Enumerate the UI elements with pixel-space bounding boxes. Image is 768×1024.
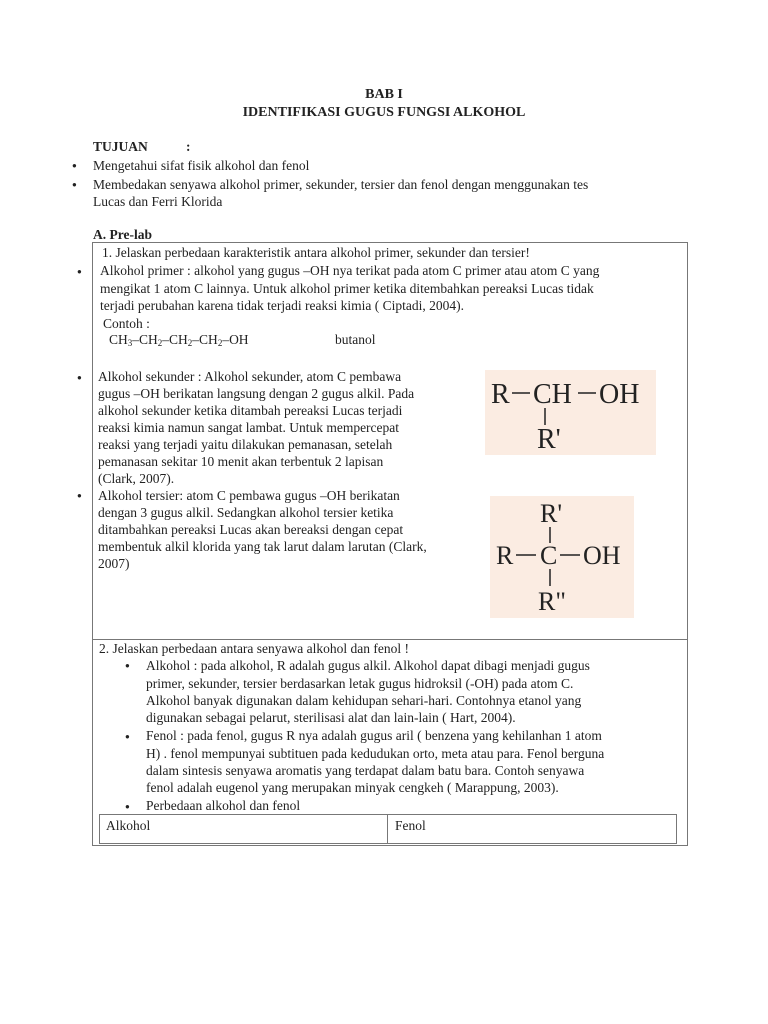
sekunder-line-2: gugus –OH berikatan langsung dengan 2 gugus alkil. Pada xyxy=(98,386,415,401)
tujuan-item-1: Mengetahui sifat fisik alkohol dan fenol xyxy=(93,158,310,173)
secondary-alcohol-structure xyxy=(485,370,656,455)
tujuan-item-2: Membedakan senyawa alkohol primer, sekunder, tersier dan fenol dengan menggunakan tes xyxy=(93,177,589,192)
tersier-line-2: dengan 3 gugus alkil. Sedangkan alkohol tersier ketika xyxy=(98,505,394,520)
c-label: C xyxy=(540,541,558,570)
page-title: IDENTIFIKASI GUGUS FUNGSI ALKOHOL xyxy=(242,105,526,120)
tujuan-colon: : xyxy=(186,139,191,154)
sekunder-line-5: reaksi yang terjadi yaitu dilakukan pemanasan, setelah xyxy=(98,437,393,452)
butanol-formula: $CH_3-CH_2-CH_2-CH_2-OH$ xyxy=(109,332,249,348)
r-prime-label: R' xyxy=(540,499,563,528)
alkohol-line-1: Alkohol : pada alkohol, R adalah gugus alkil. Alkohol dapat dibagi menjadi gugus xyxy=(146,658,590,673)
tertiary-alcohol-structure xyxy=(490,496,634,618)
tujuan-item-2-cont: Lucas dan Ferri Klorida xyxy=(93,194,223,209)
bullet-icon: ● xyxy=(125,802,130,811)
comparison-table xyxy=(99,814,677,844)
fenol-line-3: dalam sintesis senyawa aromatis yang terdapat dalam batu bara. Contoh senyawa xyxy=(146,763,585,778)
fenol-line-1: Fenol : pada fenol, gugus R nya adalah gugus aril ( benzena yang kehilanhan 1 atom xyxy=(146,728,602,743)
ch-label: CH xyxy=(533,379,572,410)
r-double-prime-label: R" xyxy=(538,587,566,616)
primer-line-3: terjadi perubahan karena tidak terjadi reaksi kimia ( Ciptadi, 2004). xyxy=(100,298,464,313)
table-header-fenol: Fenol xyxy=(395,818,426,833)
fenol-line-2: H) . fenol mempunyai subtituen pada kedudukan orto, meta atau para. Fenol berguna xyxy=(146,746,605,761)
bullet-icon: ● xyxy=(72,180,77,189)
sekunder-line-7: (Clark, 2007). xyxy=(98,471,175,486)
tujuan-label: TUJUAN xyxy=(93,139,148,154)
table-header-alkohol: Alkohol xyxy=(100,815,388,843)
tersier-line-5: 2007) xyxy=(98,556,130,571)
bullet-icon: ● xyxy=(72,161,77,170)
r-label: R xyxy=(491,379,510,410)
question-2: 2. Jelaskan perbedaan antara senyawa alkohol dan fenol ! xyxy=(99,641,409,656)
fenol-line-4: fenol adalah eugenol yang merupakan minyak cengkeh ( Marappung, 2003). xyxy=(146,780,559,795)
prelab-heading: A. Pre-lab xyxy=(93,227,152,242)
oh-label: OH xyxy=(599,379,640,410)
contoh-label: Contoh : xyxy=(103,316,150,331)
butanol-name: butanol xyxy=(335,332,376,347)
oh-label: OH xyxy=(583,541,621,570)
bullet-icon: ● xyxy=(77,491,82,500)
primer-line-1: Alkohol primer : alkohol yang gugus –OH nya terikat pada atom C primer atau atom C yang xyxy=(100,263,600,278)
bullet-icon: ● xyxy=(125,661,130,670)
alkohol-line-4: digunakan sebagai pelarut, sterilisasi alat dan lain-lain ( Hart, 2004). xyxy=(146,710,516,725)
perbedaan-label: Perbedaan alkohol dan fenol xyxy=(146,798,301,813)
bullet-icon: ● xyxy=(77,373,82,382)
bullet-icon: ● xyxy=(125,732,130,741)
alkohol-line-3: Alkohol banyak digunakan dalam kehidupan sehari-hari. Contohnya etanol yang xyxy=(146,693,582,708)
sekunder-line-1: Alkohol sekunder : Alkohol sekunder, atom C pembawa xyxy=(98,369,402,384)
alkohol-line-2: primer, sekunder, tersier berdasarkan letak gugus hidroksil (-OH) pada atom C. xyxy=(146,676,574,691)
tersier-line-4: membentuk alkil klorida yang tak larut dalam larutan (Clark, xyxy=(98,539,427,554)
tersier-line-1: Alkohol tersier: atom C pembawa gugus –OH berikatan xyxy=(98,488,400,503)
r-label: R xyxy=(496,541,514,570)
tersier-line-3: ditambahkan pereaksi Lucas akan bereaksi dengan cepat xyxy=(98,522,404,537)
r-prime-label: R' xyxy=(537,424,561,455)
sekunder-line-3: alkohol sekunder ketika ditambah pereaksi Lucas terjadi xyxy=(98,403,403,418)
question-1: 1. Jelaskan perbedaan karakteristik antara alkohol primer, sekunder dan tersier! xyxy=(102,245,530,260)
sekunder-line-4: reaksi kimia namun sangat lambat. Untuk mempercepat xyxy=(98,420,400,435)
bullet-icon: ● xyxy=(77,267,82,276)
chapter-number: BAB I xyxy=(365,87,403,102)
sekunder-line-6: pemanasan sekitar 10 menit akan terbentuk 2 lapisan xyxy=(98,454,384,469)
primer-line-2: mengikat 1 atom C lainnya. Untuk alkohol primer ketika ditembahkan pereaksi Lucas tidak xyxy=(100,281,594,296)
